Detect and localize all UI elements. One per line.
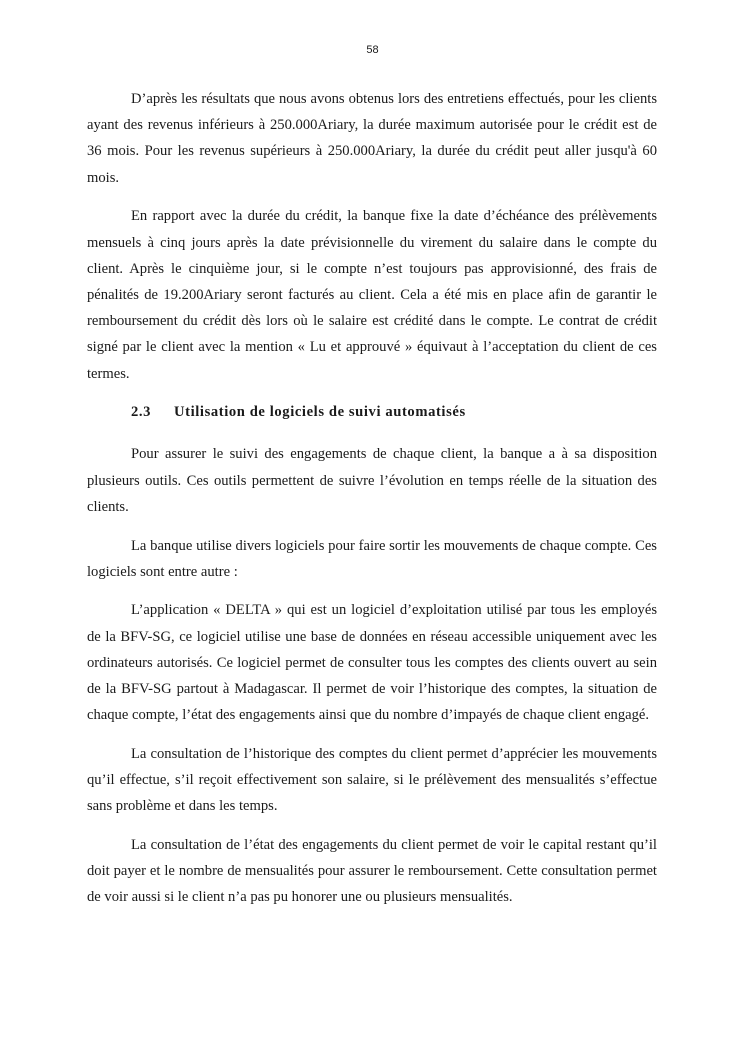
paragraph: La banque utilise divers logiciels pour faire sortir les mouvements de chaque compte. Ces logiciels sont entre autre : — [87, 537, 657, 580]
paragraph: D’après les résultats que nous avons obtenus lors des entretiens effectués, pour les clients ayant des revenus inférieurs à 250.000Ariary, la durée maximum autorisée pour le crédit est de 36 mois. Pour les revenus supérieurs à 250.000Ariary, la durée du crédit peut aller jusqu'à 60 mois. — [87, 91, 657, 186]
paragraph: En rapport avec la durée du crédit, la banque fixe la date d’échéance des prélèvements mensuels à cinq jours après la date prévisionnelle du virement du salaire dans le compte du client. Après le cinquième jour, si le compte n’est toujours pas approvisionné, des frais de pénalités de 19.200Ariary seront facturés au client. Cela a été mis en place afin de garantir le remboursement du crédit dès lors où le salaire est crédité dans le compte. Le contrat de crédit signé par le client avec la mention « Lu et approuvé » équivaut à l’acceptation du client de ces termes. — [87, 208, 657, 382]
section-heading — [131, 399, 657, 425]
paragraph: La consultation de l’historique des comptes du client permet d’apprécier les mouvements qu’il effectue, s’il reçoit effectivement son salaire, si le prélèvement des mensualités s’effectue sans problème et dans les temps. — [87, 745, 657, 815]
page-number: 58 — [366, 44, 379, 56]
section-title: Utilisation de logiciels de suivi automatisés — [174, 404, 466, 421]
paragraph: L’application « DELTA » qui est un logiciel d’exploitation utilisé par tous les employés de la BFV-SG, ce logiciel utilise une base de données en réseau accessible uniquement avec les ordinateurs autorisés. Ce logiciel permet de consulter tous les comptes des clients ouvert au sein de la BFV-SG partout à Madagascar. Il permet de voir l’historique des comptes, la situation de chaque compte, l’état des engagements ainsi que du nombre d’impayés de chaque client engagé. — [87, 602, 657, 724]
section-number: 2.3 — [131, 404, 152, 421]
paragraph: Pour assurer le suivi des engagements de chaque client, la banque a à sa disposition plusieurs outils. Ces outils permettent de suivre l’évolution en temps réelle de la situation des clients. — [87, 446, 657, 515]
page-body — [87, 86, 657, 923]
paragraph: La consultation de l’état des engagements du client permet de voir le capital restant qu’il doit payer et le nombre de mensualités pour assurer le remboursement. Cette consultation permet de voir aussi si le client n’a pas pu honorer une ou plusieurs mensualités. — [87, 837, 657, 906]
